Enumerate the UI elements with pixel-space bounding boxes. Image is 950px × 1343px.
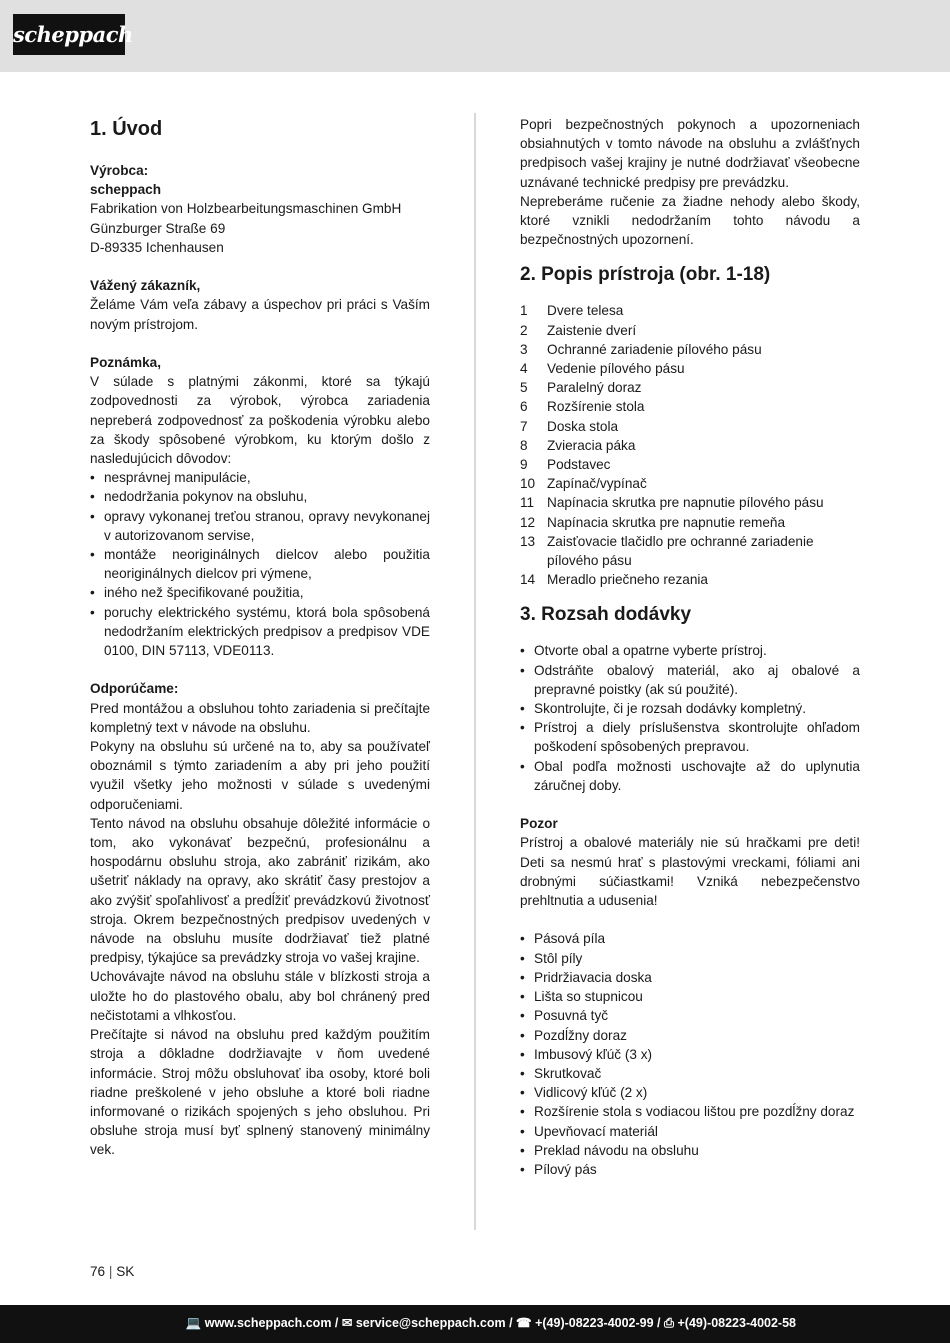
list-item: • montáže neoriginálnych dielcov alebo použitia neoriginálnych dielcov pri výmene, — [90, 545, 430, 583]
recommend-paragraph: Uchovávajte návod na obsluhu stále v blízkosti stroja a uložte ho do plastového obalu, aby bol chránený pred nečistotami a vlhkosťou. — [90, 969, 430, 1023]
list-item: 3 Ochranné zariadenie pílového pásu — [520, 341, 762, 357]
recommend-paragraph: Prečítajte si návod na obsluhu pred každým použitím stroja a dôkladne dodržiavajte v ňom uvedené informácie. Stroj môžu obsluhovať iba osoby, ktoré boli riadne preškolené v jeho obsluhe a ktoré boli riadne informované o rizikách spojených s jeho obsluhou. Pri obsluhe stroja musí byť splnený stanovený minimálny vek. — [90, 1027, 430, 1158]
list-item: 13 Zaisťovacie tlačidlo pre ochranné zariadenie pílového pásu — [520, 533, 814, 569]
delivery-steps-list — [520, 641, 860, 795]
list-item: • Lišta so stupnicou — [520, 987, 860, 1006]
dear-customer-text: Želáme Vám veľa zábavy a úspechov pri práci s Vaším novým prístrojom. — [90, 297, 430, 332]
address-line: Günzburger Straße 69 — [90, 220, 226, 236]
recommend-paragraph: Tento návod na obsluhu obsahuje dôležité informácie o tom, ako vykonávať bezpečnú, profesionálnu a hospodárnu obsluhu stroja, ako zabrániť rizikám, ako ušetriť náklady na opravy, ako skrátiť časy prestojov a ako zvýšiť spoľahlivosť a predĺžiť prevádzkovú životnosť stroja. Okrem bezpečnostných predpisov uvedených v návode na obsluhu musíte dodržiavať tiež platné predpisy, týkajúce sa prevádzky stroja vo vašej krajine. — [90, 815, 430, 966]
phone-icon: ☎ — [516, 1316, 532, 1330]
list-item: 7 Doska stola — [520, 418, 619, 434]
column-divider — [474, 113, 476, 1230]
separator: / — [653, 1316, 664, 1330]
list-item: 4 Vedenie pílového pásu — [520, 361, 685, 377]
email-link[interactable]: service@scheppach.com — [355, 1316, 506, 1330]
caution-label: Pozor — [520, 816, 558, 832]
note-text: V súlade s platnými zákonmi, ktoré sa týkajú zodpovednosti za výrobok, výrobca zariadenia nepreberá zodpovednosť za poškodenia výrobku alebo za škody spôsobené výrobkom, ku ktorým došlo z nasledujúcich dôvodov: — [90, 374, 430, 467]
list-item: • Pásová píla — [520, 929, 860, 948]
dear-customer-label: Vážený zákazník, — [90, 278, 201, 294]
list-item: • Odstráňte obalový materiál, ako aj obalové a prepravné poistky (ak sú použité). — [520, 661, 860, 699]
fax-number: +(49)-08223-4002-58 — [677, 1316, 796, 1330]
page-number: 76 | SK — [90, 1264, 135, 1279]
manufacturer-name: scheppach — [90, 182, 162, 198]
scheppach-logo: scheppach — [13, 14, 125, 55]
mail-icon: ✉ — [341, 1316, 353, 1330]
computer-icon: 💻 — [185, 1316, 202, 1330]
fax-icon: ⎙ — [664, 1316, 675, 1330]
page-number-value: 76 — [90, 1264, 106, 1279]
list-item: 14 Meradlo priečneho rezania — [520, 572, 708, 588]
address-line: D-89335 Ichenhausen — [90, 239, 224, 255]
list-item: • Otvorte obal a opatrne vyberte prístroj. — [520, 641, 860, 660]
page-header — [0, 0, 950, 72]
list-item: 6 Rozšírenie stola — [520, 399, 645, 415]
website-link[interactable]: www.scheppach.com — [204, 1316, 332, 1330]
left-column — [90, 115, 430, 1160]
list-item: 12 Napínacia skrutka pre napnutie remeňa — [520, 514, 786, 530]
list-item: • Preklad návodu na obsluhu — [520, 1141, 860, 1160]
list-item: • Pílový pás — [520, 1160, 860, 1179]
separator: / — [331, 1316, 342, 1330]
language-code: SK — [116, 1264, 135, 1279]
list-item: • Skontrolujte, či je rozsah dodávky kompletný. — [520, 699, 860, 718]
recommend-paragraph: Pokyny na obsluhu sú určené na to, aby sa používateľ oboznámil s týmto zariadením a aby pri jeho použití využil všetky jeho možnosti v súlade s uvedenými odporučeniami. — [90, 739, 430, 812]
address-line: Fabrikation von Holzbearbeitungsmaschinen GmbH — [90, 201, 402, 217]
section-title-description: 2. Popis prístroja (obr. 1-18) — [520, 264, 771, 286]
phone-number: +(49)-08223-4002-99 — [535, 1316, 654, 1330]
separator: / — [505, 1316, 517, 1330]
list-item: 1 Dvere telesa — [520, 303, 624, 319]
list-item: • Rozšírenie stola s vodiacou lištou pre pozdĺžny doraz — [520, 1102, 860, 1121]
list-item: 2 Zaistenie dverí — [520, 322, 637, 338]
list-item: • Upevňovací materiál — [520, 1122, 860, 1141]
list-item: • Vidlicový kľúč (2 x) — [520, 1083, 860, 1102]
list-item: • iného než špecifikované použitia, — [90, 583, 430, 602]
list-item: 11 Napínacia skrutka pre napnutie pílového pásu — [520, 495, 824, 511]
intro-paragraph: Nepreberáme ručenie za žiadne nehody alebo škody, ktoré vznikli nedodržaním tohto návodu a bezpečnostných upozornení. — [520, 193, 860, 248]
list-item: • nedodržania pokynov na obsluhu, — [90, 487, 430, 506]
page-footer — [0, 1305, 950, 1343]
list-item: • Imbusový kľúč (3 x) — [520, 1045, 860, 1064]
parts-list — [520, 301, 860, 589]
list-item: • Posuvná tyč — [520, 1006, 860, 1025]
note-list — [90, 468, 430, 660]
list-item: • Pozdĺžny doraz — [520, 1026, 860, 1045]
list-item: 9 Podstavec — [520, 457, 611, 473]
list-item: • Pridržiavacia doska — [520, 968, 860, 987]
right-column — [520, 115, 860, 1179]
list-item: • opravy vykonanej treťou stranou, opravy nevykonanej v autorizovanom servise, — [90, 507, 430, 545]
list-item: 5 Paralelný doraz — [520, 380, 642, 396]
recommend-paragraph: Pred montážou a obsluhou tohto zariadenia si prečítajte kompletný text v návode na obsluhu. — [90, 700, 430, 735]
list-item: • Prístroj a diely príslušenstva skontrolujte ohľadom poškodení spôsobených prepravou. — [520, 718, 860, 756]
section-title-intro: 1. Úvod — [90, 118, 163, 140]
section-title-delivery: 3. Rozsah dodávky — [520, 604, 692, 626]
note-label: Poznámka, — [90, 355, 162, 370]
list-item: • Obal podľa možnosti uschovajte až do uplynutia záručnej doby. — [520, 757, 860, 795]
manufacturer-label: Výrobca: — [90, 163, 149, 178]
list-item: • poruchy elektrického systému, ktorá bola spôsobená nedodržaním elektrických predpisov a predpisov VDE 0100, DIN 57113, VDE0113. — [90, 603, 430, 661]
contents-list — [520, 929, 860, 1179]
list-item: • nesprávnej manipulácie, — [90, 468, 430, 487]
list-item: • Skrutkovač — [520, 1064, 860, 1083]
list-item: 10 Zapínač/vypínač — [520, 476, 647, 492]
intro-paragraph: Popri bezpečnostných pokynoch a upozorneniach obsiahnutých v tomto návode na obsluhu a zvlášťnych predpisoch vašej krajiny je nutné dodržiavať všeobecne uznávané technické predpisy pre prevádzku. — [520, 117, 860, 190]
list-item: 8 Zvieracia páka — [520, 437, 636, 453]
recommend-label: Odporúčame: — [90, 681, 179, 697]
list-item: • Stôl píly — [520, 949, 860, 968]
caution-text: Prístroj a obalové materiály nie sú hračkami pre deti! Deti sa nesmú hrať s plastovými vreckami, fóliami ani drobnými súčiastkami! Vzniká nebezpečenstvo prehltnutia a udusenia! — [520, 835, 860, 909]
